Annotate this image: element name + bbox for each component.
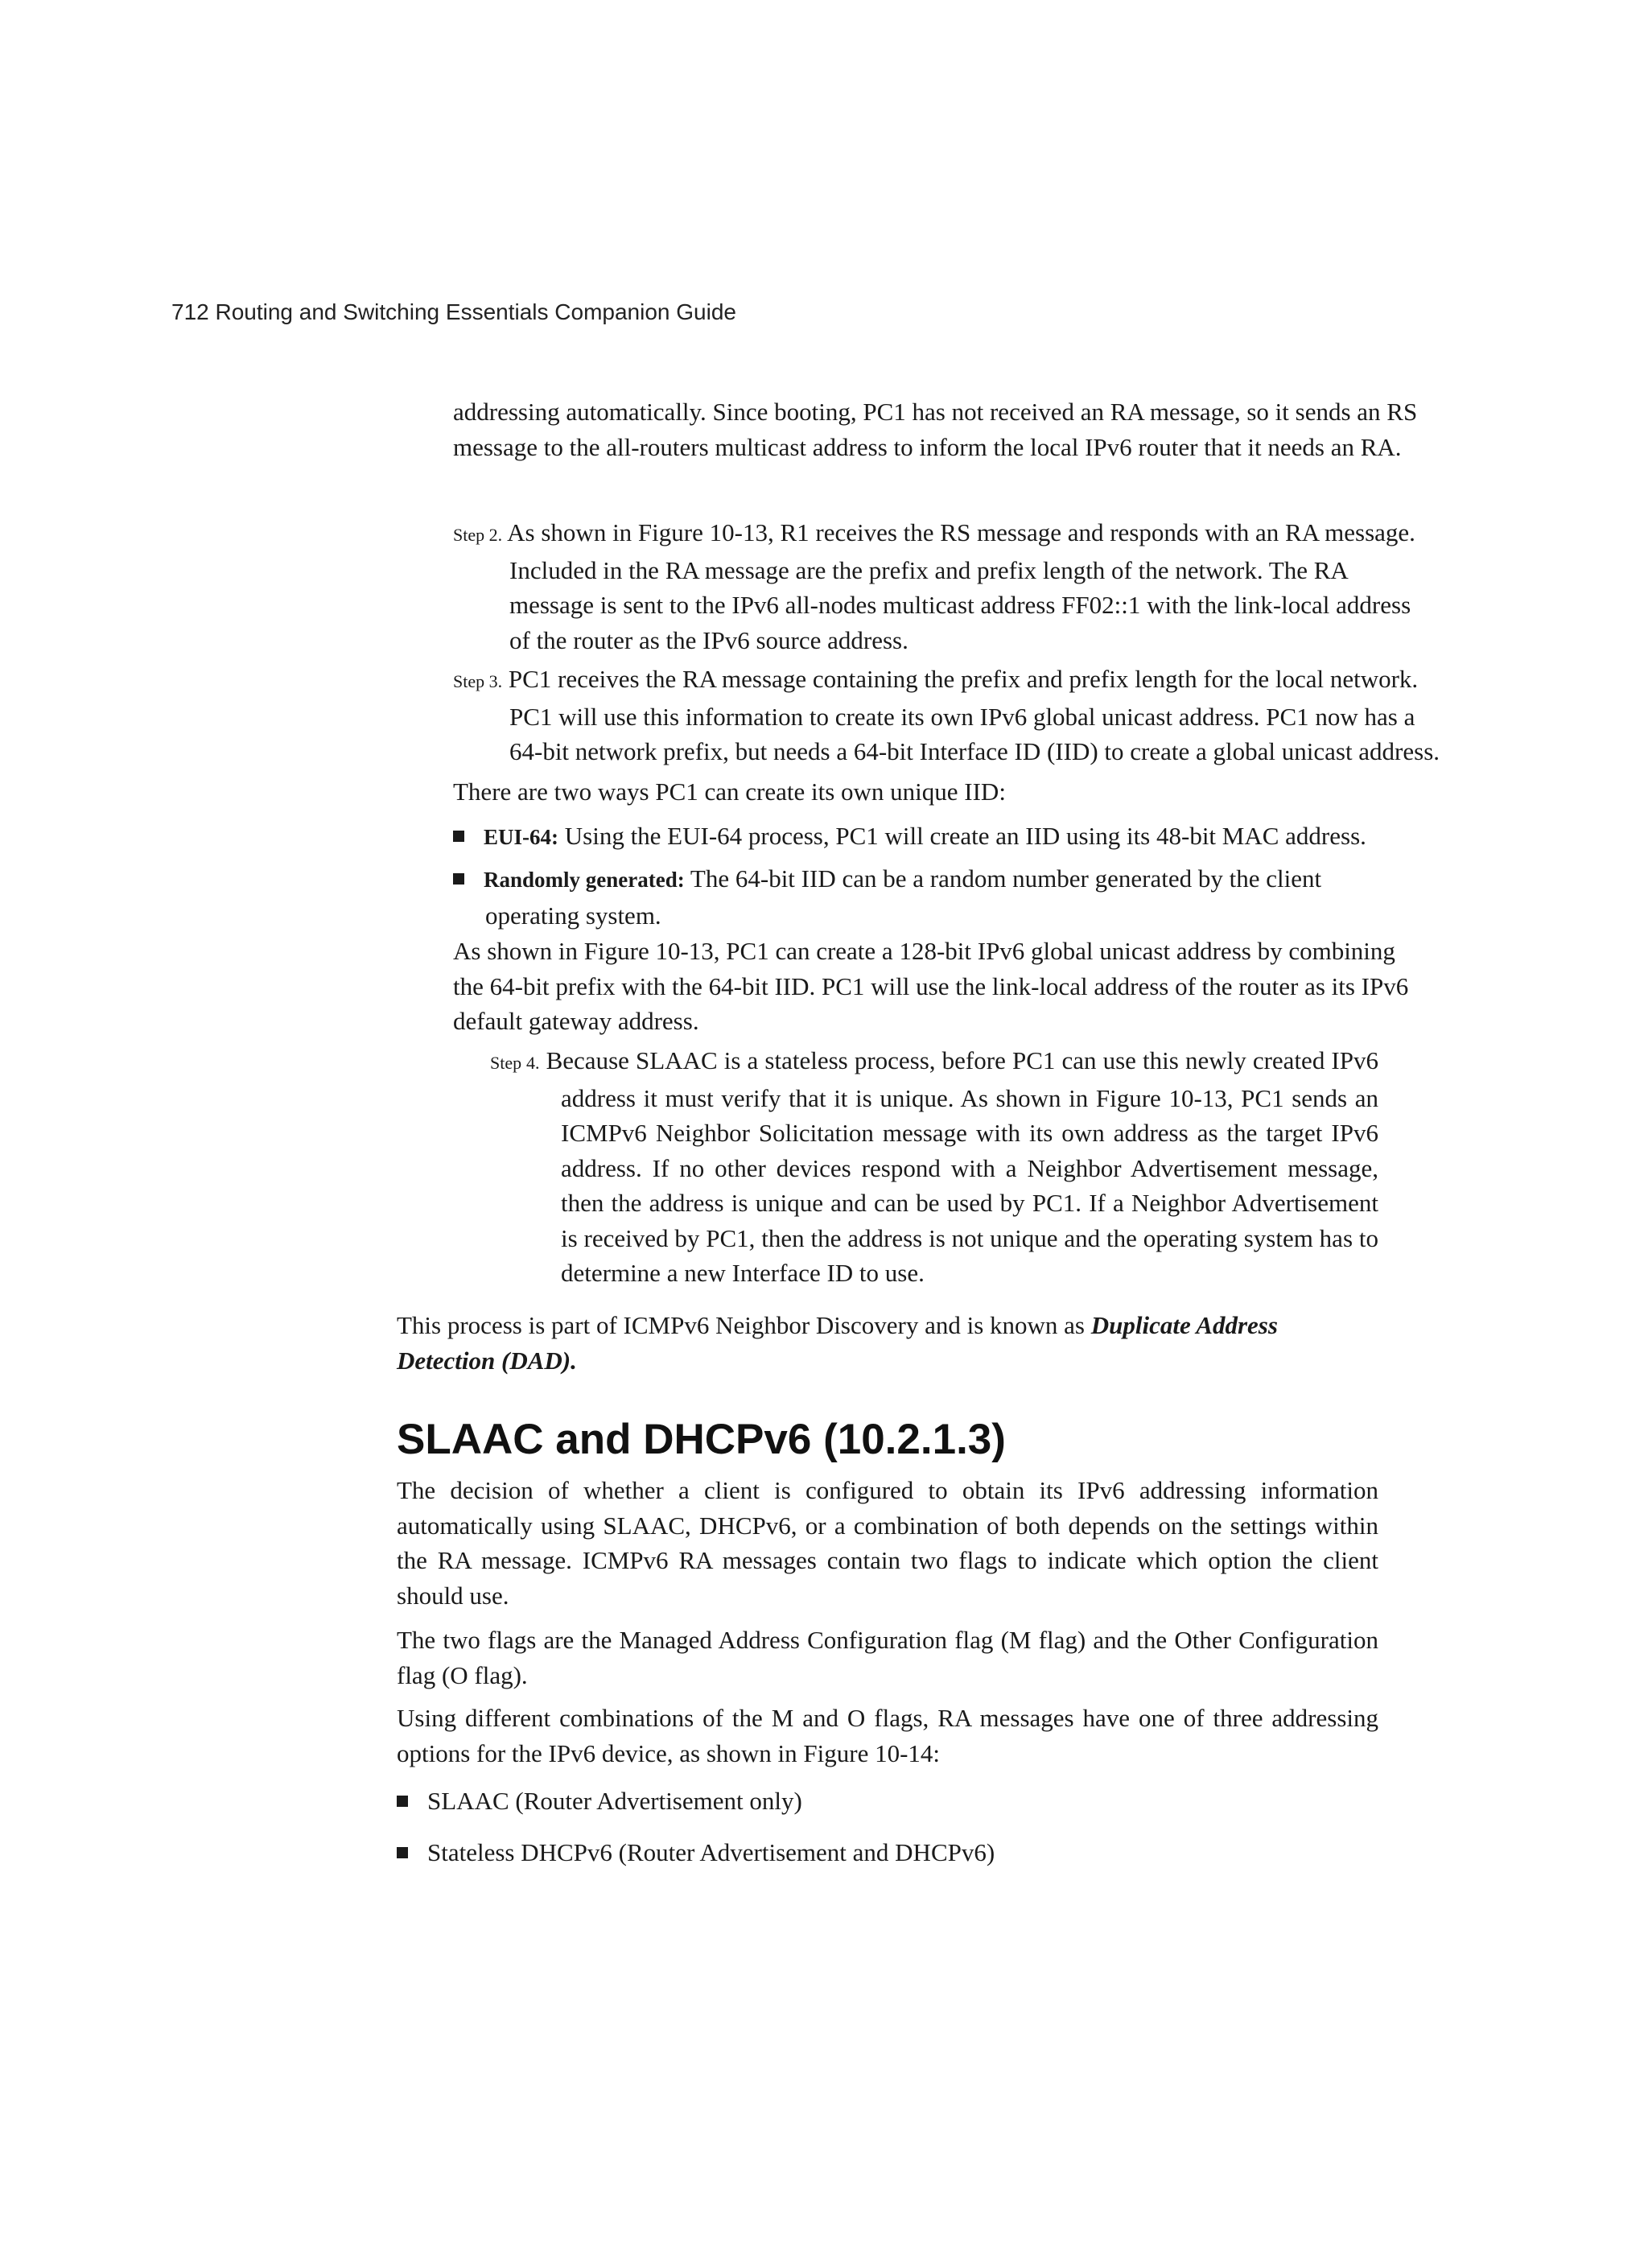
bullet-text: The 64-bit IID can be a random number generated by the client operating system. (485, 864, 1322, 930)
square-bullet-icon (453, 831, 464, 842)
step-3-label: Step 3. (453, 671, 503, 691)
square-bullet-icon (397, 1796, 408, 1807)
step-3-ways-intro: There are two ways PC1 can create its own unique IID: (453, 777, 1006, 806)
section-text: Using different combinations of the M and O flags, RA messages have one of three addressing options for the IPv6 device, as shown in Figure 10-14: (397, 1704, 1378, 1767)
step-4-label: Step 4. (490, 1053, 540, 1073)
option-item-2 (397, 1835, 1378, 1870)
running-head: 712 Routing and Switching Essentials Companion Guide (171, 299, 736, 324)
step-2-label: Step 2. (453, 525, 503, 545)
step-3-ways (453, 774, 1419, 810)
iid-bullet-random (453, 861, 1419, 933)
step-2 (453, 515, 1419, 658)
option-text: SLAAC (Router Advertisement only) (427, 1787, 802, 1815)
square-bullet-icon (453, 873, 464, 885)
section-text: The decision of whether a client is configured to obtain its IPv6 addressing information automatically using SLAAC, DHCPv6, or a combination of both depends on the settings within the RA message. ICMPv6 RA messages contain two flags to indicate which option the client should use. (397, 1476, 1378, 1610)
iid-bullet-eui64 (453, 819, 1419, 856)
dad-paragraph (397, 1308, 1282, 1378)
intro-text: addressing automatically. Since booting, PC1 has not received an RA message, so it sends an RS message to the all-routers multicast address to inform the local IPv6 router that it needs an RA. (453, 398, 1418, 461)
section-paragraph-3 (397, 1701, 1378, 1771)
step-3-after (453, 934, 1419, 1039)
step-3-after-text: As shown in Figure 10-13, PC1 can create a 128-bit IPv6 global unicast address by combining the 64-bit prefix with the 64-bit IID. PC1 will use the link-local address of the router as its IPv6 default gateway address. (453, 937, 1409, 1035)
iid-bullet-list-2 (453, 861, 1419, 933)
bullet-lead: EUI-64: (484, 825, 558, 849)
iid-bullet-list (453, 819, 1419, 856)
bullet-lead: Randomly generated: (484, 868, 685, 892)
bullet-text: Using the EUI-64 process, PC1 will create an IID using its 48-bit MAC address. (558, 822, 1366, 850)
step-2-text: As shown in Figure 10-13, R1 receives the RS message and responds with an RA message. Included in the RA message are the prefix and prefix length of the network. The RA message is sent to the IPv6 all-nodes multicast address FF02::1 with the link-local address of the router as the IPv6 source address. (507, 518, 1415, 654)
step-3 (453, 662, 1443, 769)
option-item-1 (397, 1783, 1378, 1819)
step-3-text: PC1 receives the RA message containing the prefix and prefix length for the local network. PC1 will use this information to create its own IPv6 global unicast address. PC1 now has a 64-bit network prefix, but needs a 64-bit Interface ID (IID) to create a global unicast address. (508, 665, 1440, 765)
section-paragraph-1 (397, 1473, 1378, 1613)
dad-key-term: Duplicate Address Detection (DAD). (397, 1311, 1278, 1375)
step-4 (490, 1043, 1378, 1291)
square-bullet-icon (397, 1847, 408, 1858)
section-heading: SLAAC and DHCPv6 (10.2.1.3) (397, 1416, 1006, 1463)
intro-paragraph (453, 394, 1419, 464)
dad-text: This process is part of ICMPv6 Neighbor Discovery and is known as (397, 1311, 1091, 1339)
step-4-text: Because SLAAC is a stateless process, before PC1 can use this newly created IPv6 address it must verify that it is unique. As shown in Figure 10-13, PC1 sends an ICMPv6 Neighbor Solicitation message with its own address as the target IPv6 address. If no other devices respond with a Neighbor Advertisement message, then the address is unique and can be used by PC1. If a Neighbor Advertisement is received by PC1, then the address is not unique and the operating system has to determine a new Interface ID to use. (546, 1046, 1378, 1287)
option-text: Stateless DHCPv6 (Router Advertisement and DHCPv6) (427, 1838, 995, 1866)
section-paragraph-2 (397, 1623, 1378, 1693)
section-text: The two flags are the Managed Address Configuration flag (M flag) and the Other Configuration flag (O flag). (397, 1626, 1378, 1689)
